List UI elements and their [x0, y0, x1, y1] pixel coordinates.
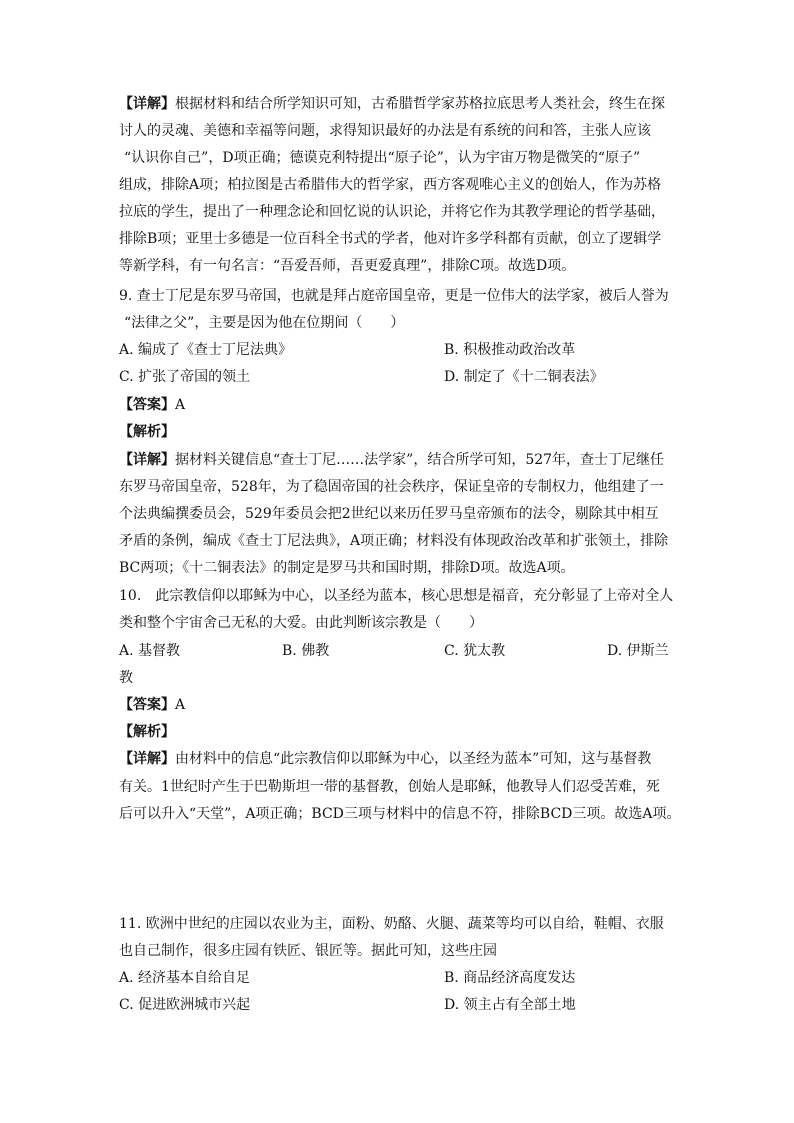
q9-option-d: D. 制定了《十二铜表法》 — [444, 369, 604, 385]
q9-detail-line-3: 个法典编撰委员会，529年委员会把2世纪以来历任罗马皇帝颁布的法令，剔除其中相互 — [119, 506, 659, 522]
q9-detail-line-2: 东罗马帝国皇帝，528年，为了稳固帝国的社会秩序，保证皇帝的专制权力，他组建了一 — [119, 479, 664, 495]
q9-option-b: B. 积极推动政治改革 — [444, 342, 576, 358]
q8-detail-line-2: 讨人的灵魂、美德和幸福等问题，求得知识最好的办法是有系统的问和答，主张人应该 — [119, 123, 651, 139]
q10-option-a: A. 基督教 — [119, 643, 181, 659]
q10-stem-line-1: 10. 此宗教信仰以耶稣为中心，以圣经为蓝本，核心思想是福音，充分彰显了上帝对全人 — [119, 588, 674, 604]
q8-detail-line-1: 【详解】根据材料和结合所学知识可知，古希腊哲学家苏格拉底思考人类社会，终生在探 — [119, 96, 665, 112]
q11-option-c: C. 促进欧洲城市兴起 — [119, 997, 251, 1013]
q10-analysis-tag: 【解析】 — [119, 724, 175, 740]
q10-detail-line-3: 后可以升入“天堂”，A项正确；BCD三项与材料中的信息不符，排除BCD三项。故选A项。 — [119, 806, 681, 822]
q9-option-c: C. 扩张了帝国的领土 — [119, 369, 251, 385]
q9-answer: 【答案】A — [119, 397, 186, 413]
q11-option-d: D. 领主占有全部土地 — [444, 997, 576, 1013]
q9-stem-line-2: “法律之父”，主要是因为他在位期间（ ） — [124, 315, 405, 331]
q10-option-d: D. 伊斯兰 — [607, 643, 669, 659]
q10-option-b: B. 佛教 — [282, 643, 330, 659]
q10-answer: 【答案】A — [119, 697, 186, 713]
q8-detail-line-3: “认识你自己”，D项正确；德谟克利特提出“原子论”，认为宇宙万物是微笑的“原子” — [124, 150, 641, 166]
q11-stem-line-2: 也自己制作，很多庄园有铁匠、银匠等。据此可知，这些庄园 — [119, 943, 497, 959]
q8-detail-line-6: 排除B项；亚里士多德是一位百科全书式的学者，他对许多学科都有贡献，创立了逻辑学 — [119, 231, 662, 247]
q8-detail-line-7: 等新学科，有一句名言：“吾爱吾师，吾更爱真理”，排除C项。故选D项。 — [119, 258, 576, 274]
q10-detail-line-2: 有关。1世纪时产生于巴勒斯坦一带的基督教，创始人是耶稣，他教导人们忍受苦难，死 — [119, 779, 660, 795]
q10-stem-line-2: 类和整个宇宙舍己无私的大爱。由此判断该宗教是（ ） — [119, 615, 483, 631]
q9-option-a: A. 编成了《查士丁尼法典》 — [119, 342, 293, 358]
q9-detail-line-4: 矛盾的条例，编成《查士丁尼法典》，A项正确；材料没有体现政治改革和扩张领土，排除 — [119, 533, 669, 549]
q10-detail-line-1: 【详解】由材料中的信息“此宗教信仰以耶稣为中心，以圣经为蓝本”可知，这与基督教 — [119, 751, 652, 767]
q11-option-b: B. 商品经济高度发达 — [444, 970, 576, 986]
q8-detail-line-5: 拉底的学生，提出了一种理念论和回忆说的认识论，并将它作为其教学理论的哲学基础， — [119, 204, 665, 220]
q9-stem-line-1: 9. 查士丁尼是东罗马帝国，也就是拜占庭帝国皇帝，更是一位伟大的法学家，被后人誉为 — [119, 288, 669, 304]
q11-stem-line-1: 11. 欧洲中世纪的庄园以农业为主，面粉、奶酪、火腿、蔬菜等均可以自给，鞋帽、衣服 — [119, 916, 664, 932]
q10-option-d-continued: 教 — [119, 670, 133, 686]
q8-detail-line-4: 组成，排除A项；柏拉图是古希腊伟大的哲学家，西方客观唯心主义的创始人，作为苏格 — [119, 177, 662, 193]
q9-analysis-tag: 【解析】 — [119, 424, 175, 440]
detail-tag: 【详解】 — [119, 96, 175, 112]
q11-option-a: A. 经济基本自给自足 — [119, 970, 251, 986]
q10-option-c: C. 犹太教 — [444, 643, 506, 659]
q9-detail-line-1: 【详解】据材料关键信息“查士丁尼……法学家”，结合所学可知，527年，查士丁尼继任 — [119, 452, 665, 468]
q9-detail-line-5: BC两项；《十二铜表法》的制定是罗马共和国时期，排除D项。故选A项。 — [119, 560, 575, 576]
